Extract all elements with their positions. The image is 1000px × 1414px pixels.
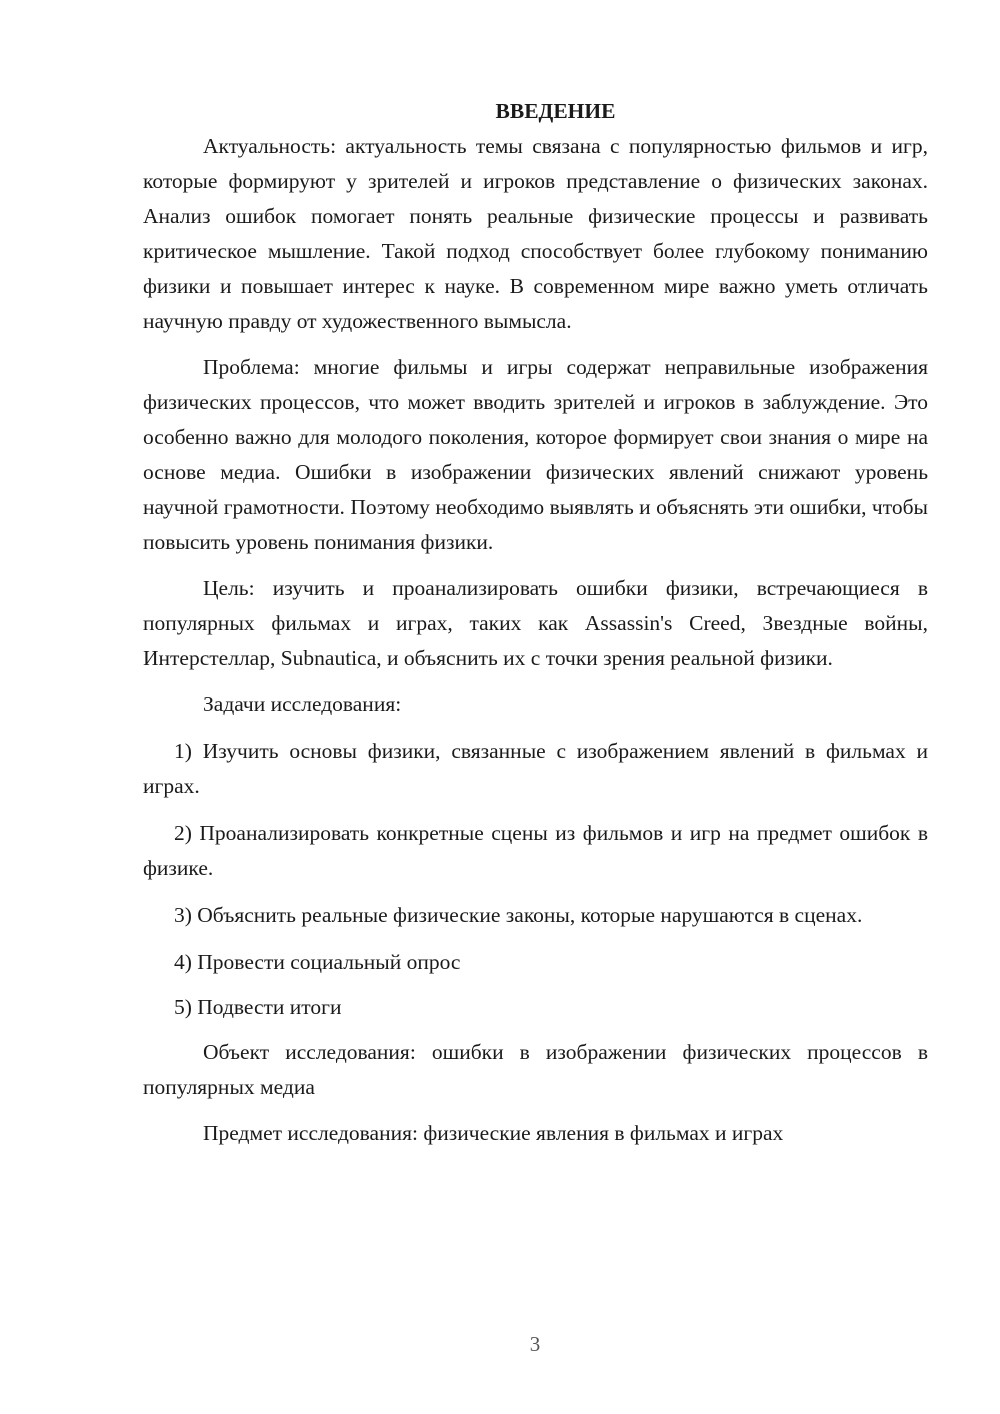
object-paragraph: Объект исследования: ошибки в изображении физических процессов в популярных медиа <box>143 1040 928 1099</box>
task-item: 2) Проанализировать конкретные сцены из фильмов и игр на предмет ошибок в физике. <box>143 821 928 880</box>
section-heading: ВВЕДЕНИЕ <box>495 99 616 123</box>
task-item: 4) Провести социальный опрос <box>174 950 461 974</box>
relevance-paragraph: Актуальность: актуальность темы связана с популярностью фильмов и игр, которые формируют у зрителей и игроков представление о физических законах. Анализ ошибок помогает понять реальные физические процессы и развивать критическое мышление. Такой подход способствует более глубокому пониманию физики и повышает интерес к науке. В современном мире важно уметь отличать научную правду от художественного вымысла. <box>143 134 928 333</box>
problem-paragraph: Проблема: многие фильмы и игры содержат неправильные изображения физических процессов, что может вводить зрителей и игроков в заблуждение. Это особенно важно для молодого поколения, которое формирует свои знания о мире на основе медиа. Ошибки в изображении физических явлений снижают уровень научной грамотности. Поэтому необходимо выявлять и объяснять эти ошибки, чтобы повысить уровень понимания физики. <box>143 355 928 554</box>
tasks-title: Задачи исследования: <box>203 692 402 716</box>
page-number: 3 <box>529 1332 541 1356</box>
task-item: 1) Изучить основы физики, связанные с изображением явлений в фильмах и играх. <box>143 739 928 798</box>
subject-paragraph: Предмет исследования: физические явления в фильмах и играх <box>203 1121 784 1145</box>
document-page <box>143 94 928 1162</box>
task-item: 5) Подвести итоги <box>174 995 342 1019</box>
goal-paragraph: Цель: изучить и проанализировать ошибки физики, встречающиеся в популярных фильмах и играх, таких как Assassin's Creed, Звездные войны, Интерстеллар, Subnautica, и объяснить их с точки зрения реальной физики. <box>143 576 928 670</box>
task-item: 3) Объяснить реальные физические законы, которые нарушаются в сценах. <box>174 903 863 927</box>
